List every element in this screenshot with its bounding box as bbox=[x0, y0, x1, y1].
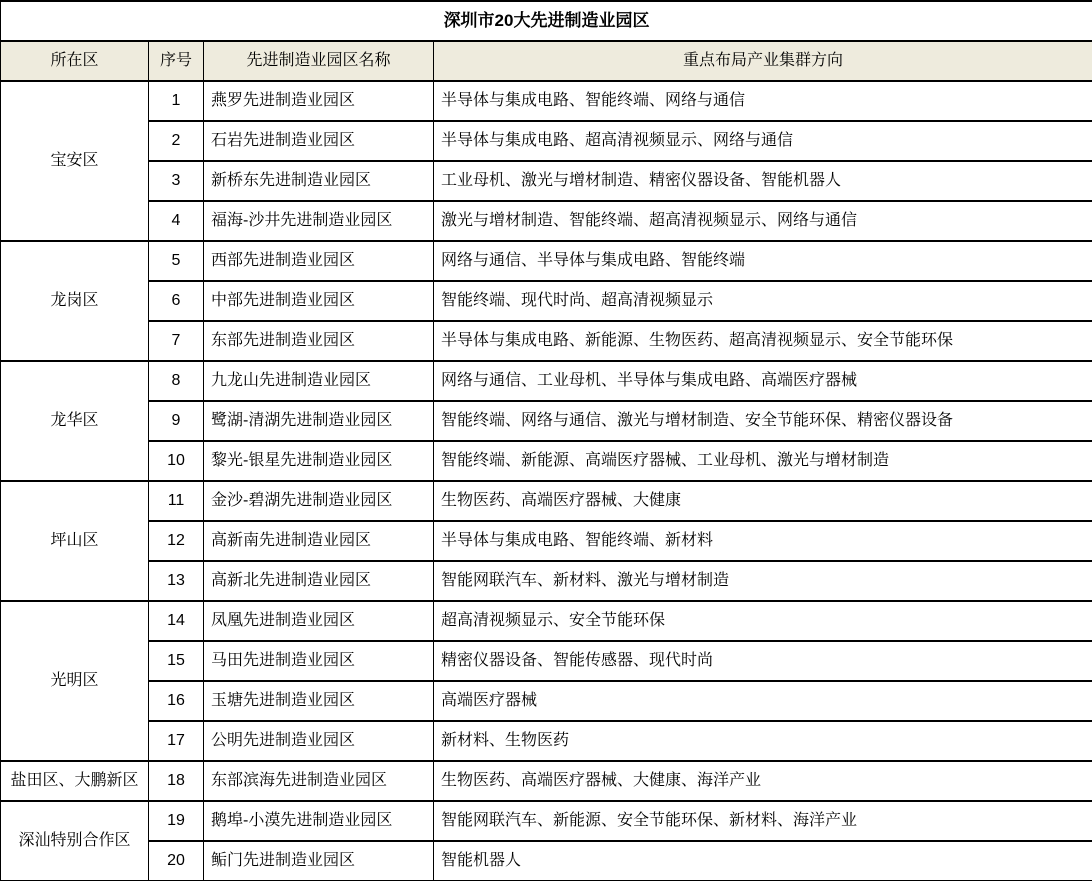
park-name-cell: 鲘门先进制造业园区 bbox=[204, 841, 434, 881]
table-row bbox=[1, 681, 1092, 721]
clusters-cell: 智能网联汽车、新材料、激光与增材制造 bbox=[434, 561, 1092, 601]
clusters-cell: 智能终端、网络与通信、激光与增材制造、安全节能环保、精密仪器设备 bbox=[434, 401, 1092, 441]
table-row bbox=[1, 721, 1092, 761]
table-row bbox=[1, 201, 1092, 241]
row-number-cell: 3 bbox=[149, 161, 204, 201]
district-cell: 深汕特别合作区 bbox=[1, 801, 149, 881]
clusters-cell: 精密仪器设备、智能传感器、现代时尚 bbox=[434, 641, 1092, 681]
park-name-cell: 新桥东先进制造业园区 bbox=[204, 161, 434, 201]
clusters-cell: 半导体与集成电路、新能源、生物医药、超高清视频显示、安全节能环保 bbox=[434, 321, 1092, 361]
row-number-cell: 18 bbox=[149, 761, 204, 801]
clusters-cell: 半导体与集成电路、超高清视频显示、网络与通信 bbox=[434, 121, 1092, 161]
table-row bbox=[1, 281, 1092, 321]
park-name-cell: 金沙-碧湖先进制造业园区 bbox=[204, 481, 434, 521]
row-number-cell: 10 bbox=[149, 441, 204, 481]
row-number-cell: 15 bbox=[149, 641, 204, 681]
clusters-cell: 激光与增材制造、智能终端、超高清视频显示、网络与通信 bbox=[434, 201, 1092, 241]
table-row bbox=[1, 561, 1092, 601]
park-name-cell: 公明先进制造业园区 bbox=[204, 721, 434, 761]
clusters-cell: 网络与通信、半导体与集成电路、智能终端 bbox=[434, 241, 1092, 281]
park-name-cell: 马田先进制造业园区 bbox=[204, 641, 434, 681]
table-title: 深圳市20大先进制造业园区 bbox=[1, 1, 1092, 41]
table-head bbox=[1, 1, 1092, 81]
park-name-cell: 鹭湖-清湖先进制造业园区 bbox=[204, 401, 434, 441]
header-row bbox=[1, 41, 1092, 81]
row-number-cell: 19 bbox=[149, 801, 204, 841]
table-row bbox=[1, 81, 1092, 121]
park-name-cell: 福海-沙井先进制造业园区 bbox=[204, 201, 434, 241]
row-number-cell: 11 bbox=[149, 481, 204, 521]
park-name-cell: 高新南先进制造业园区 bbox=[204, 521, 434, 561]
park-name-cell: 九龙山先进制造业园区 bbox=[204, 361, 434, 401]
table-row bbox=[1, 801, 1092, 841]
row-number-cell: 17 bbox=[149, 721, 204, 761]
table-row bbox=[1, 321, 1092, 361]
table-row bbox=[1, 401, 1092, 441]
table-row bbox=[1, 521, 1092, 561]
clusters-cell: 智能终端、现代时尚、超高清视频显示 bbox=[434, 281, 1092, 321]
district-cell: 龙岗区 bbox=[1, 241, 149, 361]
table-row bbox=[1, 361, 1092, 401]
row-number-cell: 8 bbox=[149, 361, 204, 401]
clusters-cell: 新材料、生物医药 bbox=[434, 721, 1092, 761]
park-name-cell: 凤凰先进制造业园区 bbox=[204, 601, 434, 641]
clusters-cell: 智能机器人 bbox=[434, 841, 1092, 881]
table-row bbox=[1, 841, 1092, 881]
row-number-cell: 9 bbox=[149, 401, 204, 441]
clusters-cell: 网络与通信、工业母机、半导体与集成电路、高端医疗器械 bbox=[434, 361, 1092, 401]
row-number-cell: 4 bbox=[149, 201, 204, 241]
table-row bbox=[1, 761, 1092, 801]
column-header-park-name: 先进制造业园区名称 bbox=[204, 41, 434, 81]
clusters-cell: 智能终端、新能源、高端医疗器械、工业母机、激光与增材制造 bbox=[434, 441, 1092, 481]
column-header-number: 序号 bbox=[149, 41, 204, 81]
table-row bbox=[1, 121, 1092, 161]
column-header-district: 所在区 bbox=[1, 41, 149, 81]
table-row bbox=[1, 481, 1092, 521]
clusters-cell: 生物医药、高端医疗器械、大健康 bbox=[434, 481, 1092, 521]
clusters-cell: 生物医药、高端医疗器械、大健康、海洋产业 bbox=[434, 761, 1092, 801]
park-name-cell: 黎光-银星先进制造业园区 bbox=[204, 441, 434, 481]
title-row bbox=[1, 1, 1092, 41]
clusters-cell: 半导体与集成电路、智能终端、网络与通信 bbox=[434, 81, 1092, 121]
table-body bbox=[1, 81, 1092, 881]
park-name-cell: 西部先进制造业园区 bbox=[204, 241, 434, 281]
table-row bbox=[1, 641, 1092, 681]
row-number-cell: 7 bbox=[149, 321, 204, 361]
row-number-cell: 13 bbox=[149, 561, 204, 601]
park-name-cell: 燕罗先进制造业园区 bbox=[204, 81, 434, 121]
column-header-clusters: 重点布局产业集群方向 bbox=[434, 41, 1092, 81]
row-number-cell: 6 bbox=[149, 281, 204, 321]
park-name-cell: 东部滨海先进制造业园区 bbox=[204, 761, 434, 801]
park-name-cell: 石岩先进制造业园区 bbox=[204, 121, 434, 161]
row-number-cell: 1 bbox=[149, 81, 204, 121]
row-number-cell: 2 bbox=[149, 121, 204, 161]
park-name-cell: 鹅埠-小漠先进制造业园区 bbox=[204, 801, 434, 841]
row-number-cell: 14 bbox=[149, 601, 204, 641]
district-cell: 盐田区、大鹏新区 bbox=[1, 761, 149, 801]
table-row bbox=[1, 601, 1092, 641]
park-name-cell: 玉塘先进制造业园区 bbox=[204, 681, 434, 721]
row-number-cell: 12 bbox=[149, 521, 204, 561]
table-row bbox=[1, 161, 1092, 201]
district-cell: 宝安区 bbox=[1, 81, 149, 241]
row-number-cell: 5 bbox=[149, 241, 204, 281]
clusters-cell: 超高清视频显示、安全节能环保 bbox=[434, 601, 1092, 641]
clusters-cell: 半导体与集成电路、智能终端、新材料 bbox=[434, 521, 1092, 561]
table-row bbox=[1, 241, 1092, 281]
district-cell: 坪山区 bbox=[1, 481, 149, 601]
row-number-cell: 20 bbox=[149, 841, 204, 881]
park-name-cell: 东部先进制造业园区 bbox=[204, 321, 434, 361]
district-cell: 光明区 bbox=[1, 601, 149, 761]
row-number-cell: 16 bbox=[149, 681, 204, 721]
clusters-cell: 高端医疗器械 bbox=[434, 681, 1092, 721]
park-name-cell: 中部先进制造业园区 bbox=[204, 281, 434, 321]
district-cell: 龙华区 bbox=[1, 361, 149, 481]
park-name-cell: 高新北先进制造业园区 bbox=[204, 561, 434, 601]
clusters-cell: 智能网联汽车、新能源、安全节能环保、新材料、海洋产业 bbox=[434, 801, 1092, 841]
table-row bbox=[1, 441, 1092, 481]
clusters-cell: 工业母机、激光与增材制造、精密仪器设备、智能机器人 bbox=[434, 161, 1092, 201]
